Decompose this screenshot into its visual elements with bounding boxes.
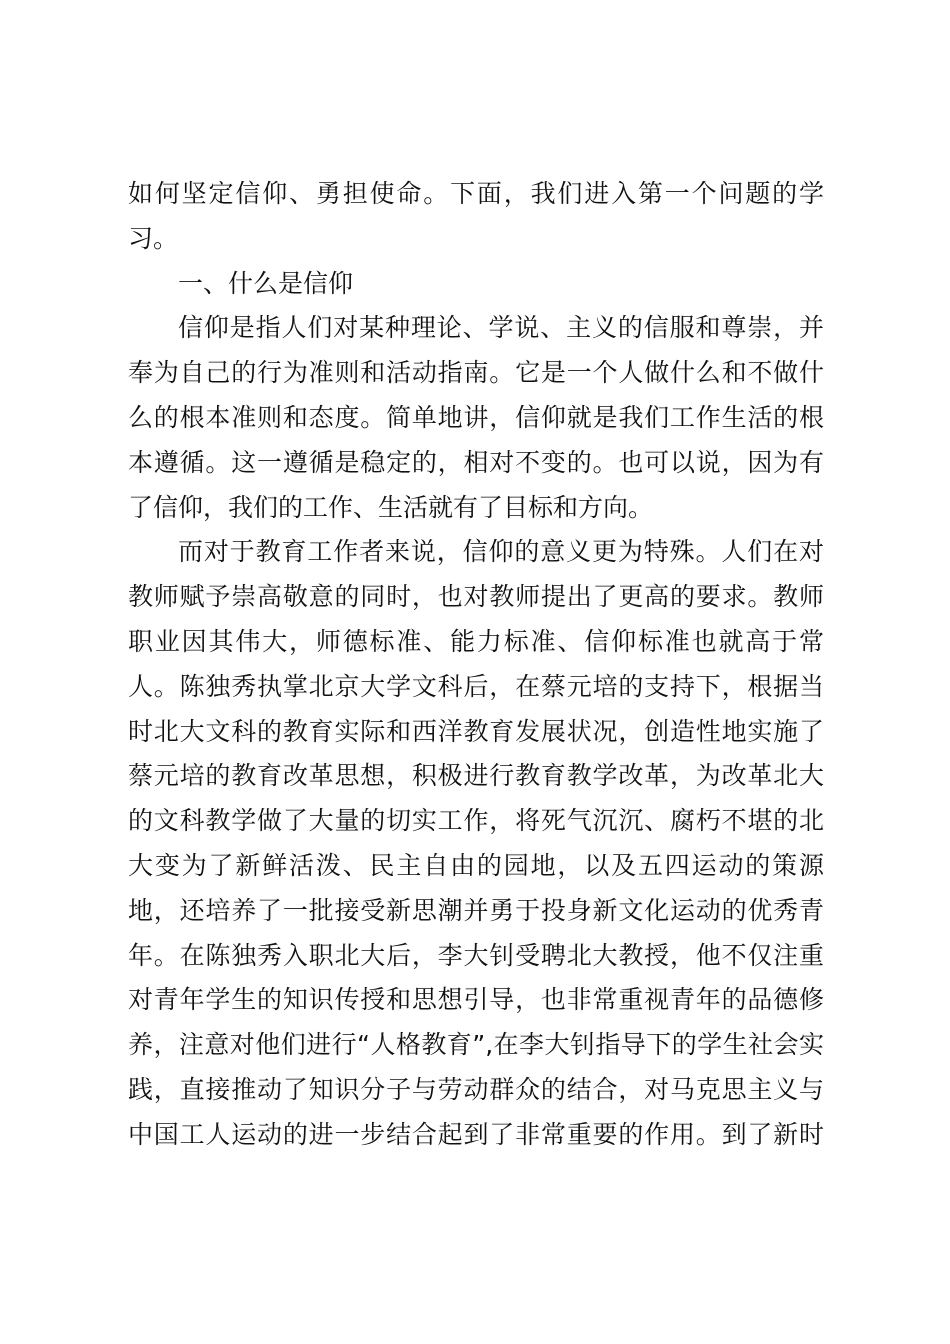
text-line: 养，注意对他们进行“人格教育”,在李大钊指导下的学生社会实 [128, 1030, 824, 1060]
text-line: 了信仰，我们的工作、生活就有了目标和方向。 [128, 492, 654, 522]
text-line: 地，还培养了一批接受新思潮并勇于投身新文化运动的优秀青 [128, 895, 824, 925]
text-line: 践，直接推动了知识分子与劳动群众的结合，对马克思主义与 [128, 1074, 824, 1104]
text-line: 对青年学生的知识传授和思想引导，也非常重视青年的品德修 [128, 985, 824, 1015]
section-heading: 一、什么是信仰 [178, 268, 354, 298]
text-line: 时北大文科的教育实际和西洋教育发展状况，创造性地实施了 [128, 716, 824, 746]
text-line: 大变为了新鲜活泼、民主自由的园地，以及五四运动的策源 [128, 850, 824, 880]
document-body [128, 172, 824, 1158]
text-line: 本遵循。这一遵循是稳定的，相对不变的。也可以说，因为有 [128, 447, 824, 477]
text-line: 职业因其伟大，师德标准、能力标准、信仰标准也就高于常 [128, 626, 824, 656]
text-line: 如何坚定信仰、勇担使命。下面，我们进入第一个问题的学 [128, 179, 824, 208]
paragraph-first-line: 而对于教育工作者来说，信仰的意义更为特殊。人们在对 [178, 537, 824, 567]
text-line: 奉为自己的行为准则和活动指南。它是一个人做什么和不做什 [128, 358, 824, 388]
text-line: 中国工人运动的进一步结合起到了非常重要的作用。到了新时 [128, 1119, 824, 1149]
text-line: 的文科教学做了大量的切实工作，将死气沉沉、腐朽不堪的北 [128, 806, 824, 836]
text-line: 蔡元培的教育改革思想，积极进行教育教学改革，为改革北大 [128, 761, 824, 791]
text-line: 么的根本准则和态度。简单地讲，信仰就是我们工作生活的根 [128, 402, 824, 432]
text-line: 年。在陈独秀入职北大后，李大钊受聘北大教授，他不仅注重 [128, 940, 824, 970]
text-line: 人。陈独秀执掌北京大学文科后，在蔡元培的支持下，根据当 [128, 671, 824, 701]
paragraph-first-line: 信仰是指人们对某种理论、学说、主义的信服和尊崇，并 [178, 313, 824, 343]
text-line: 习。 [128, 223, 179, 253]
text-line: 教师赋予崇高敬意的同时，也对教师提出了更高的要求。教师 [128, 582, 824, 612]
